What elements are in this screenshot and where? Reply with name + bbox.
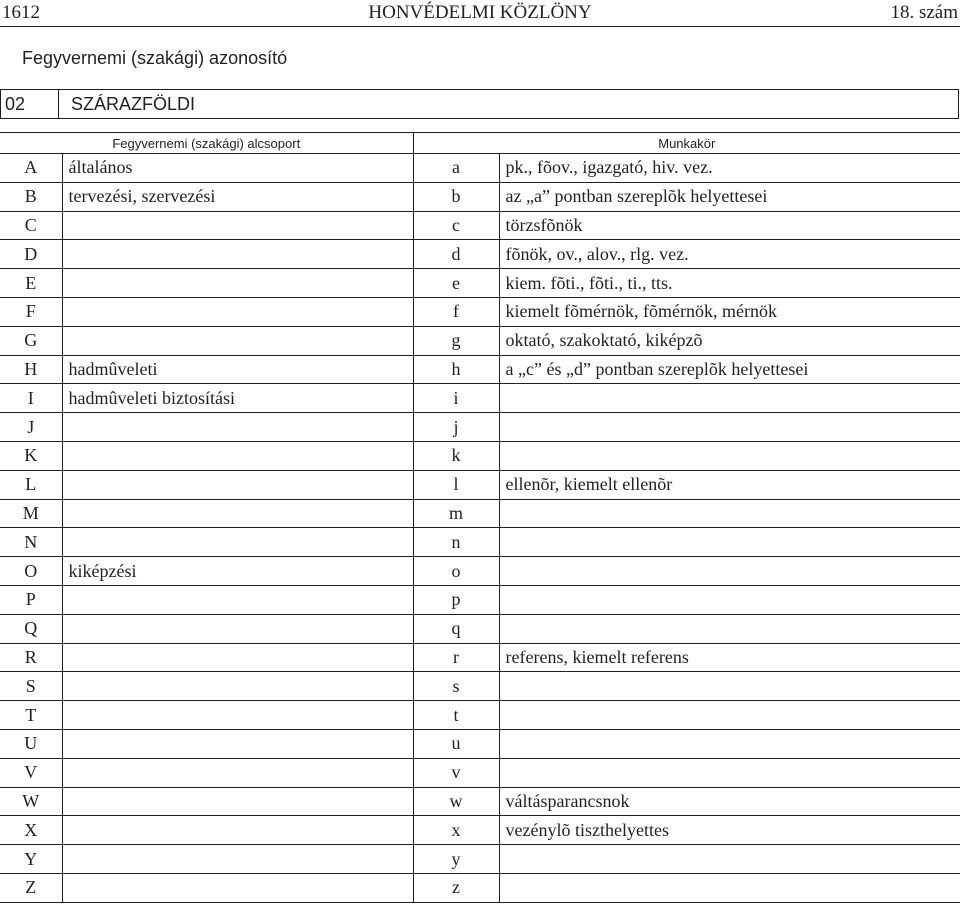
job-letter: i: [413, 384, 499, 413]
job-letter: s: [413, 672, 499, 701]
table-row: [0, 873, 960, 902]
code-number: 02: [1, 90, 59, 118]
subgroup-name: [62, 614, 413, 643]
subgroup-letter: X: [0, 816, 62, 845]
subgroup-letter: K: [0, 441, 62, 470]
classification-table: [0, 132, 960, 903]
subgroup-name: [62, 413, 413, 442]
job-title: a „c” és „d” pontban szereplõk helyettesei: [499, 355, 960, 384]
job-letter: v: [413, 758, 499, 787]
table-header-row: [0, 133, 960, 154]
subgroup-letter: M: [0, 499, 62, 528]
subgroup-letter: E: [0, 269, 62, 298]
subgroup-name: [62, 758, 413, 787]
page-number: 1612: [2, 2, 40, 23]
job-letter: w: [413, 787, 499, 816]
subgroup-letter: O: [0, 557, 62, 586]
subgroup-name: [62, 470, 413, 499]
table-row: [0, 557, 960, 586]
subgroup-letter: N: [0, 528, 62, 557]
job-title: [499, 585, 960, 614]
subgroup-name: [62, 441, 413, 470]
table-row: [0, 182, 960, 211]
job-letter: o: [413, 557, 499, 586]
job-title: az „a” pontban szereplõk helyettesei: [499, 182, 960, 211]
table-row: [0, 499, 960, 528]
job-title: fõnök, ov., alov., rlg. vez.: [499, 240, 960, 269]
job-letter: r: [413, 643, 499, 672]
table-row: [0, 154, 960, 183]
subgroup-letter: C: [0, 211, 62, 240]
section-title: Fegyvernemi (szakági) azonosító: [22, 48, 288, 68]
job-letter: j: [413, 413, 499, 442]
subgroup-name: [62, 269, 413, 298]
table-row: [0, 326, 960, 355]
job-letter: h: [413, 355, 499, 384]
job-letter: x: [413, 816, 499, 845]
job-letter: y: [413, 845, 499, 874]
subgroup-letter: Y: [0, 845, 62, 874]
table-row: [0, 758, 960, 787]
job-title: [499, 873, 960, 902]
job-letter: u: [413, 729, 499, 758]
job-title: [499, 557, 960, 586]
table-row: [0, 585, 960, 614]
job-title: kiem. fõti., fõti., ti., tts.: [499, 269, 960, 298]
job-title: [499, 441, 960, 470]
table-row: [0, 816, 960, 845]
table-row: [0, 355, 960, 384]
table-row: [0, 614, 960, 643]
table-row: [0, 729, 960, 758]
job-title: [499, 528, 960, 557]
job-letter: g: [413, 326, 499, 355]
job-letter: n: [413, 528, 499, 557]
publication-title: HONVÉDELMI KÖZLÖNY: [368, 2, 592, 23]
job-letter: e: [413, 269, 499, 298]
job-title: [499, 701, 960, 730]
job-title: [499, 384, 960, 413]
subgroup-column-header: Fegyvernemi (szakági) alcsoport: [0, 133, 413, 154]
job-title: [499, 729, 960, 758]
subgroup-letter: D: [0, 240, 62, 269]
code-name: SZÁRAZFÖLDI: [71, 94, 196, 114]
subgroup-letter: Z: [0, 873, 62, 902]
subgroup-letter: B: [0, 182, 62, 211]
job-letter: f: [413, 297, 499, 326]
subgroup-letter: I: [0, 384, 62, 413]
job-letter: a: [413, 154, 499, 183]
subgroup-letter: W: [0, 787, 62, 816]
job-letter: p: [413, 585, 499, 614]
table-body: [0, 154, 960, 903]
subgroup-letter: Q: [0, 614, 62, 643]
job-title: pk., fõov., igazgató, hiv. vez.: [499, 154, 960, 183]
subgroup-letter: V: [0, 758, 62, 787]
job-title: [499, 672, 960, 701]
table-row: [0, 701, 960, 730]
subgroup-letter: S: [0, 672, 62, 701]
subgroup-letter: G: [0, 326, 62, 355]
subgroup-name: [62, 701, 413, 730]
subgroup-name: [62, 816, 413, 845]
subgroup-letter: F: [0, 297, 62, 326]
job-title: vezénylõ tiszthelyettes: [499, 816, 960, 845]
subgroup-letter: U: [0, 729, 62, 758]
subgroup-name: hadmûveleti biztosítási: [62, 384, 413, 413]
job-letter: t: [413, 701, 499, 730]
subgroup-name: [62, 643, 413, 672]
table-row: [0, 845, 960, 874]
subgroup-name: [62, 729, 413, 758]
subgroup-letter: L: [0, 470, 62, 499]
subgroup-name: általános: [62, 154, 413, 183]
job-title: [499, 758, 960, 787]
subgroup-name: [62, 845, 413, 874]
job-letter: z: [413, 873, 499, 902]
table-row: [0, 211, 960, 240]
table-row: [0, 384, 960, 413]
job-column-header: Munkakör: [413, 133, 960, 154]
job-letter: m: [413, 499, 499, 528]
subgroup-name: [62, 211, 413, 240]
job-title: [499, 499, 960, 528]
job-title: oktató, szakoktató, kiképzõ: [499, 326, 960, 355]
code-row: [0, 89, 959, 119]
job-letter: b: [413, 182, 499, 211]
issue-number: 18. szám: [890, 2, 958, 23]
subgroup-name: [62, 585, 413, 614]
table-row: [0, 441, 960, 470]
table-row: [0, 528, 960, 557]
subgroup-name: hadmûveleti: [62, 355, 413, 384]
table-row: [0, 787, 960, 816]
subgroup-letter: T: [0, 701, 62, 730]
subgroup-name: [62, 672, 413, 701]
subgroup-name: [62, 499, 413, 528]
job-title: váltásparancsnok: [499, 787, 960, 816]
subgroup-letter: A: [0, 154, 62, 183]
job-title: [499, 845, 960, 874]
subgroup-name: tervezési, szervezési: [62, 182, 413, 211]
job-title: törzsfõnök: [499, 211, 960, 240]
job-title: kiemelt fõmérnök, fõmérnök, mérnök: [499, 297, 960, 326]
table-row: [0, 672, 960, 701]
page-header: [0, 0, 960, 27]
subgroup-letter: H: [0, 355, 62, 384]
job-letter: c: [413, 211, 499, 240]
subgroup-name: [62, 297, 413, 326]
subgroup-name: [62, 326, 413, 355]
subgroup-letter: P: [0, 585, 62, 614]
job-letter: d: [413, 240, 499, 269]
subgroup-name: [62, 528, 413, 557]
table-row: [0, 413, 960, 442]
table-row: [0, 240, 960, 269]
job-title: ellenõr, kiemelt ellenõr: [499, 470, 960, 499]
subgroup-name: [62, 787, 413, 816]
job-title: referens, kiemelt referens: [499, 643, 960, 672]
job-letter: q: [413, 614, 499, 643]
subgroup-name: [62, 873, 413, 902]
subgroup-letter: R: [0, 643, 62, 672]
job-letter: k: [413, 441, 499, 470]
subgroup-name: kiképzési: [62, 557, 413, 586]
subgroup-letter: J: [0, 413, 62, 442]
table-row: [0, 470, 960, 499]
job-letter: l: [413, 470, 499, 499]
job-title: [499, 614, 960, 643]
table-row: [0, 297, 960, 326]
table-row: [0, 643, 960, 672]
job-title: [499, 413, 960, 442]
table-row: [0, 269, 960, 298]
subgroup-name: [62, 240, 413, 269]
